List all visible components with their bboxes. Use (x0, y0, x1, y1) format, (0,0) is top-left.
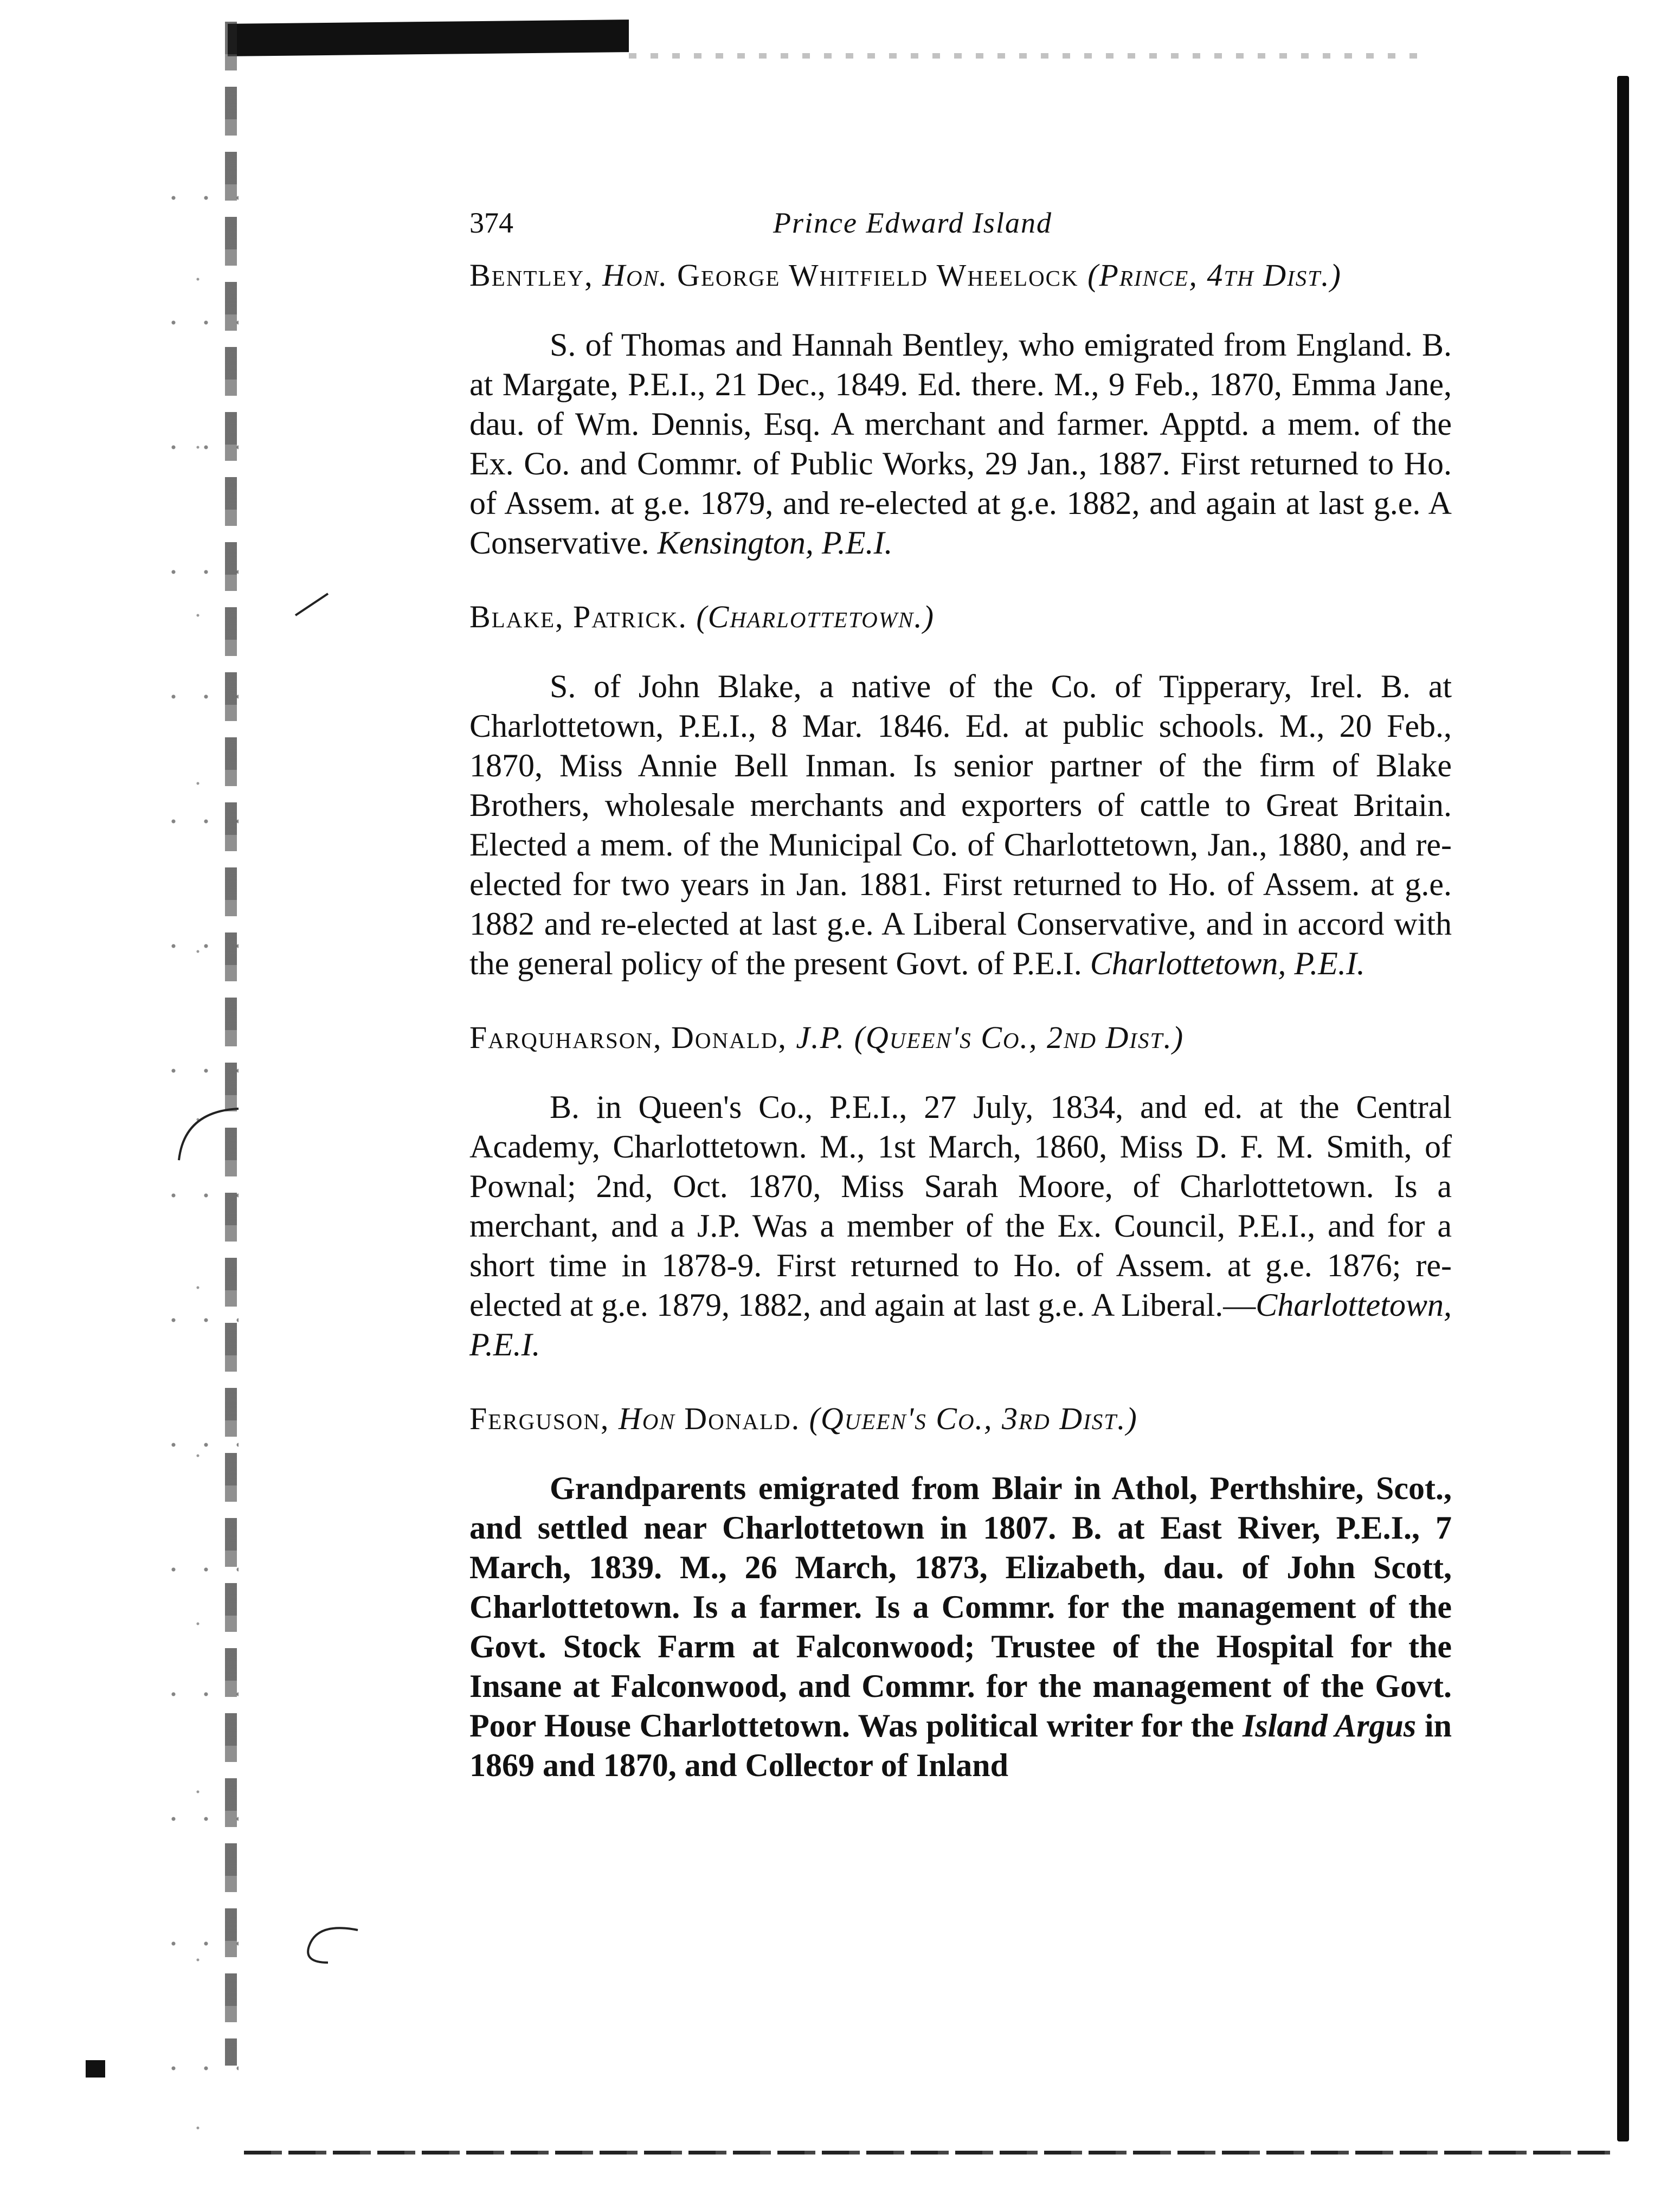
entry-heading (469, 596, 1452, 638)
entry-given-names: Patrick. (573, 599, 687, 634)
entry-title: J.P. (796, 1020, 846, 1055)
entry-honorific: Hon (618, 1401, 675, 1436)
scan-corner-mark (86, 2060, 105, 2078)
entry-body-continued: in 1869 and 1870, and Collector of Inland (469, 1708, 1452, 1783)
entry-constituency: (Prince, 4th Dist.) (1087, 258, 1342, 293)
entry-heading (469, 255, 1452, 296)
entry-newspaper: Island Argus (1242, 1708, 1417, 1744)
entry-honorific: Hon. (602, 258, 668, 293)
entry-body-text: B. in Queen's Co., P.E.I., 27 July, 1834, and ed. at the Central Academy, Charlottetown. M., 1st March, 1860, Miss D. F. M. Smith, of Pownal; 2nd, Oct. 1870, Miss Sarah Moore, of Charlottetown. Is a merchant, and a J.P. Was a member of the Ex. Council, P.E.I., and for a short time in 1878-9. First returned to Ho. of Assem. at g.e. 1876; re-elected at g.e. 1879, 1882, and again at last g.e. A Liberal.— (469, 1089, 1452, 1323)
entry-constituency: (Queen's Co., 3rd Dist.) (809, 1401, 1138, 1436)
scan-edge-top-faint (629, 53, 1431, 59)
entry-constituency: (Queen's Co., 2nd Dist.) (854, 1020, 1185, 1055)
entry-surname: Bentley, (469, 258, 594, 293)
entry-body (469, 1469, 1452, 1785)
running-title: Prince Edward Island (773, 207, 1052, 239)
margin-curl-mark (295, 1919, 361, 1968)
entry-constituency: (Charlottetown.) (696, 599, 935, 634)
entry-surname: Farquharson, (469, 1020, 662, 1055)
entry-given-names: Donald, (671, 1020, 787, 1055)
entry-residence: Charlottetown, P.E.I. (1090, 946, 1365, 981)
entry-body-text: Grandparents emigrated from Blair in Athol, Perthshire, Scot., and settled near Charlottetown in 1807. B. at East River, P.E.I., 7 March, 1839. M., 26 March, 1873, Elizabeth, dau. of John Scott, Charlottetown. Is a farmer. Is a Commr. for the management of the Govt. Stock Farm at Falconwood; Trustee of the Hospital for the Insane at Falconwood, and Commr. for the management of the Govt. Poor House Charlottetown. Was political writer for the (469, 1470, 1452, 1744)
scan-edge-bottom (244, 2151, 1610, 2154)
document-page (469, 206, 1452, 1819)
entry-bentley (469, 255, 1452, 563)
entry-farquharson (469, 1017, 1452, 1365)
entry-blake (469, 596, 1452, 983)
margin-bracket-mark (163, 1106, 244, 1166)
entry-body (469, 667, 1452, 983)
entry-given-names: George Whitfield Wheelock (677, 258, 1079, 293)
running-head (469, 206, 1452, 255)
entry-body-text: S. of John Blake, a native of the Co. of Tipperary, Irel. B. at Charlottetown, P.E.I., 8 Mar. 1846. Ed. at public schools. M., 20 Feb., 1870, Miss Annie Bell Inman. Is senior partner of the firm of Blake Brothers, wholesale merchants and exporters of cattle to Great Britain. Elected a mem. of the Municipal Co. of Charlottetown, Jan., 1880, and re-elected for two years in Jan. 1881. First returned to Ho. of Assem. at g.e. 1882 and re-elected at last g.e. A Liberal Conservative, and in accord with the general policy of the present Govt. of P.E.I. (469, 668, 1452, 981)
entry-given-names: Donald. (684, 1401, 801, 1436)
entry-surname: Ferguson, (469, 1401, 610, 1436)
page-number: 374 (469, 207, 513, 239)
entry-body (469, 1088, 1452, 1365)
entry-body (469, 325, 1452, 563)
entry-heading (469, 1017, 1452, 1058)
entry-ferguson (469, 1398, 1452, 1785)
scan-edge-right (1617, 76, 1629, 2141)
entry-surname: Blake, (469, 599, 564, 634)
margin-tick-mark (293, 591, 331, 618)
entry-residence: Kensington, P.E.I. (657, 525, 893, 561)
scan-edge-top (228, 20, 629, 56)
entry-body-text: S. of Thomas and Hannah Bentley, who emigrated from England. B. at Margate, P.E.I., 21 Dec., 1849. Ed. there. M., 9 Feb., 1870, Emma Jane, dau. of Wm. Dennis, Esq. A merchant and farmer. Apptd. a mem. of the Ex. Co. and Commr. of Public Works, 29 Jan., 1887. First returned to Ho. of Assem. at g.e. 1879, and re-elected at g.e. 1882, and again at last g.e. A Conservative. (469, 327, 1452, 561)
entry-residence: Charlottetown, P.E.I. (469, 1287, 1452, 1362)
entry-heading (469, 1398, 1452, 1439)
